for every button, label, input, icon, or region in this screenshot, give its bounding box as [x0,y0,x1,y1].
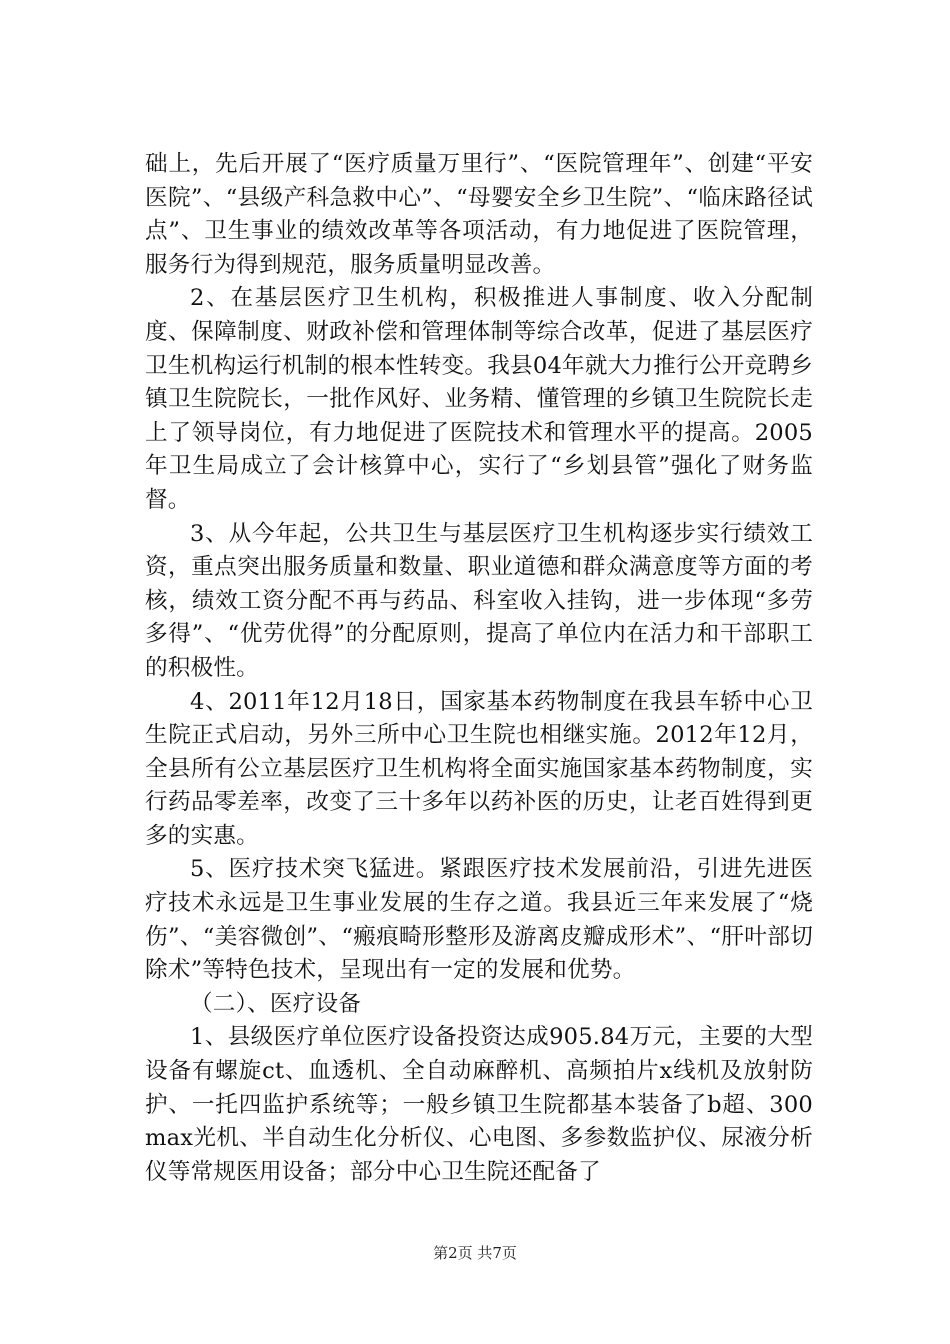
paragraph-item-3: 3、从今年起，公共卫生与基层医疗卫生机构逐步实行绩效工资，重点突出服务质量和数量、职业道德和群众满意度等方面的考核，绩效工资分配不再与药品、科室收入挂钩，进一步体现“多劳多得”、“优劳优得”的分配原则，提高了单位内在活力和干部职工的积极性。 [145,520,813,681]
paragraph-item-2: 2、在基层医疗卫生机构，积极推进人事制度、收入分配制度、保障制度、财政补偿和管理体制等综合改革，促进了基层医疗卫生机构运行机制的根本性转变。我县04年就大力推行公开竞聘乡镇卫生院院长，一批作风好、业务精、懂管理的乡镇卫生院院长走上了领导岗位，有力地促进了医院技术和管理水平的提高。2005年卫生局成立了会计核算中心，实行了“乡划县管”强化了财务监督。 [145,285,813,513]
paragraph-equipment-1: 1、县级医疗单位医疗设备投资达成905.84万元，主要的大型设备有螺旋ct、血透机、全自动麻醉机、高频拍片x线机及放射防护、一托四监护系统等；一般乡镇卫生院都基本装备了b超、300max光机、半自动生化分析仪、心电图、多参数监护仪、尿液分析仪等常规医用设备；部分中心卫生院还配备了 [145,1024,813,1185]
section-heading-medical-equipment: （二）、医疗设备 [190,990,362,1017]
paragraph-continuation: 础上，先后开展了“医疗质量万里行”、“医院管理年”、创建“平安医院”、“县级产科急救中心”、“母婴安全乡卫生院”、“临床路径试点”、卫生事业的绩效改革等各项活动，有力地促进了医院管理，服务行为得到规范，服务质量明显改善。 [145,151,814,278]
paragraph-item-4: 4、2011年12月18日，国家基本药物制度在我县车轿中心卫生院正式启动，另外三所中心卫生院也相继实施。2012年12月，全县所有公立基层医疗卫生机构将全面实施国家基本药物制度，实行药品零差率，改变了三十多年以药补医的历史，让老百姓得到更多的实惠。 [145,688,813,849]
page-number-label: 第2页 共7页 [433,1244,517,1262]
page-footer [0,1243,950,1263]
document-body [145,148,813,1189]
paragraph-item-5: 5、医疗技术突飞猛进。紧跟医疗技术发展前沿，引进先进医疗技术永远是卫生事业发展的生存之道。我县近三年来发展了“烧伤”、“美容微创”、“瘢痕畸形整形及游离皮瓣成形术”、“肝叶部切除术”等特色技术，呈现出有一定的发展和优势。 [145,856,814,984]
